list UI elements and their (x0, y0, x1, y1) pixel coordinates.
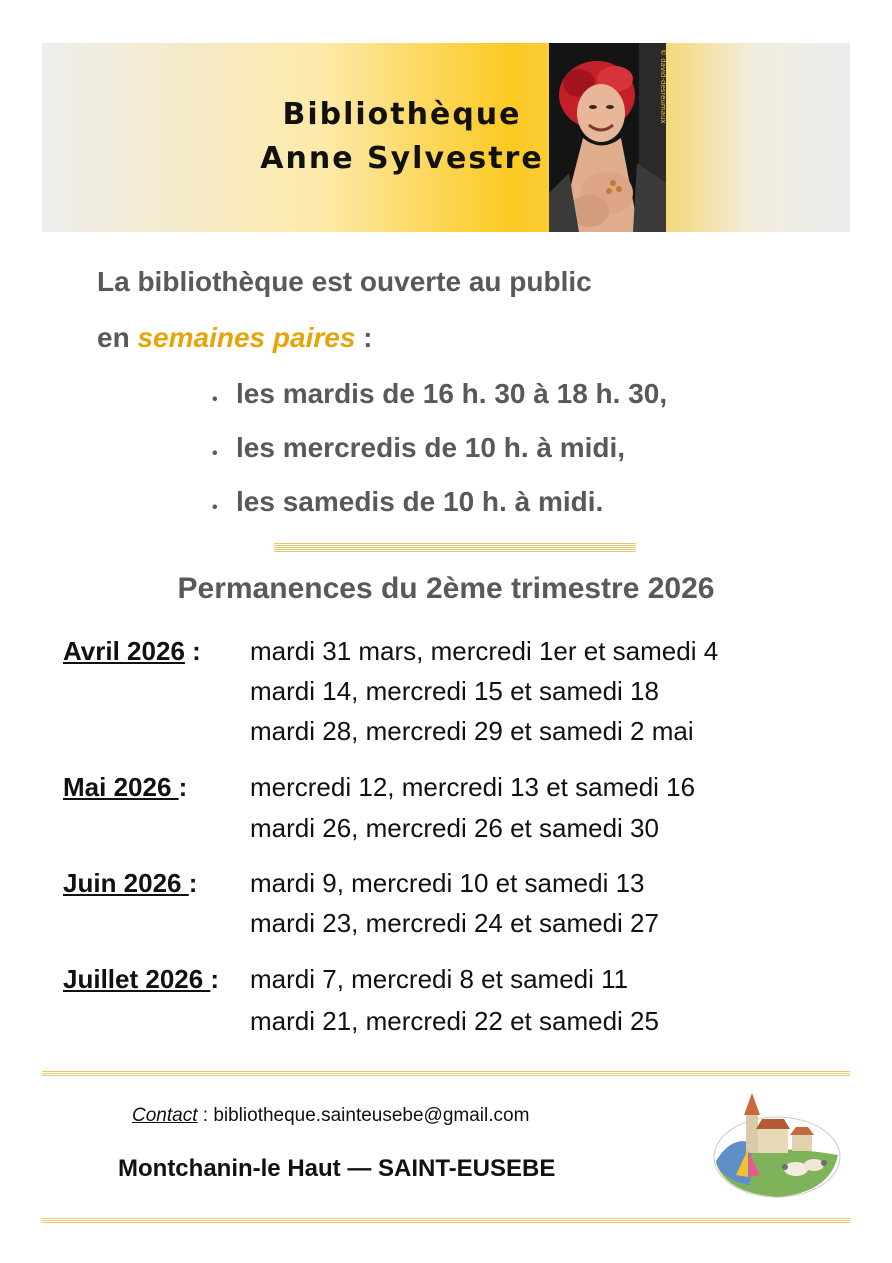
date-line: mardi 23, mercredi 24 et samedi 27 (250, 908, 659, 938)
bullet-icon: • (212, 445, 218, 462)
bullet-icon: • (212, 391, 218, 408)
schedule-title: Permanences du 2ème trimestre 2026 (177, 572, 715, 605)
month-label-april: Avril 2026 : (63, 636, 201, 666)
contact-line: Contact : bibliotheque.sainteusebe@gmail.com (132, 1105, 530, 1126)
bullet-icon: • (212, 499, 218, 516)
intro-line-1: La bibliothèque est ouverte au public (97, 266, 592, 297)
date-line: mardi 14, mercredi 15 et samedi 18 (250, 676, 659, 706)
date-line: mercredi 12, mercredi 13 et samedi 16 (250, 772, 696, 802)
date-line: mardi 31 mars, mercredi 1er et samedi 4 (250, 636, 719, 666)
date-line: mardi 7, mercredi 8 et samedi 11 (250, 964, 629, 994)
header-banner (42, 43, 850, 232)
portrait-photo (549, 43, 666, 232)
title-line-2: Anne Sylvestre (260, 141, 544, 176)
intro-emphasis: semaines paires (137, 322, 356, 353)
intro-line-2 (97, 322, 373, 354)
place-name: Montchanin-le Haut — SAINT-EUSEBE (118, 1155, 556, 1182)
date-line: mardi 21, mercredi 22 et samedi 25 (250, 1006, 659, 1036)
footer-divider-bottom (42, 1218, 850, 1223)
village-logo (712, 1085, 842, 1200)
divider (274, 543, 636, 552)
photo-credit: © david-desreumaux (659, 49, 667, 124)
contact-email[interactable]: bibliotheque.sainteusebe@gmail.com (213, 1105, 530, 1126)
intro-prefix: en (97, 322, 138, 353)
date-line: mardi 9, mercredi 10 et samedi 13 (250, 868, 645, 898)
month-label-july: Juillet 2026 : (63, 964, 220, 994)
footer-divider-top (42, 1071, 850, 1076)
month-label-june: Juin 2026 : (63, 868, 198, 898)
page-title (242, 93, 562, 181)
intro-suffix: : (355, 322, 373, 353)
title-line-1: Bibliothèque (282, 97, 522, 132)
date-line: mardi 28, mercredi 29 et samedi 2 mai (250, 716, 694, 746)
month-label-may: Mai 2026 : (63, 772, 188, 802)
date-line: mardi 26, mercredi 26 et samedi 30 (250, 813, 659, 843)
contact-label: Contact (132, 1105, 198, 1126)
